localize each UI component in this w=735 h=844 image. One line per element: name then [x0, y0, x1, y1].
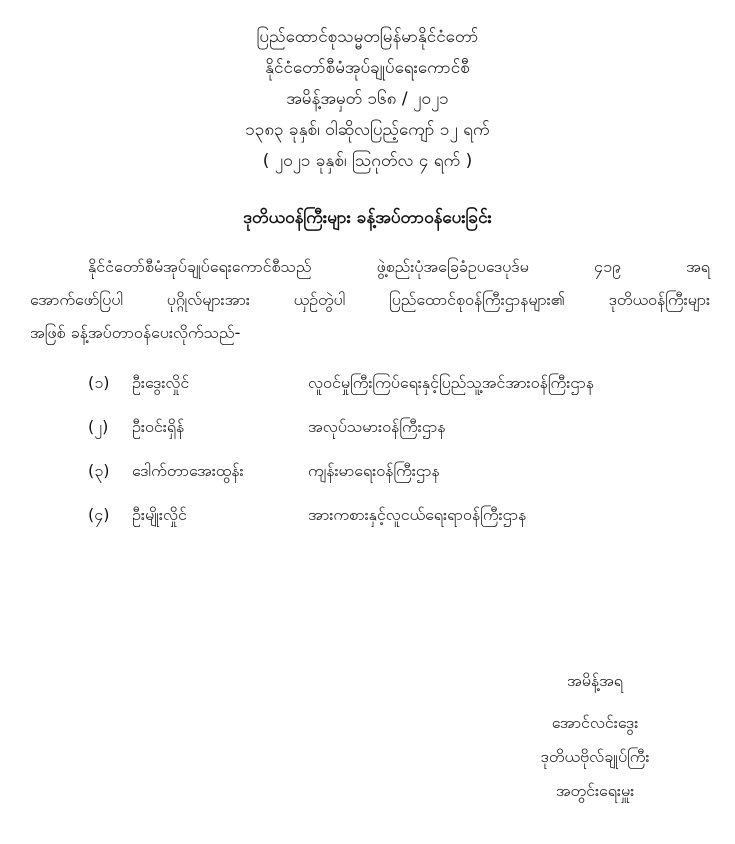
order-number: အမိန့်အမှတ် ၁၆၈ / ၂၀၂၁: [286, 89, 449, 109]
appointee-name: ဦးဒွေးလှိုင်: [132, 373, 190, 392]
issuing-council: နိုင်ငံတော်စီမံအုပ်ချုပ်ရေးကောင်စီ: [265, 58, 470, 78]
appointment-row: [88, 368, 718, 412]
ministry-name: လူဝင်မှုကြီးကြပ်ရေးနှင့်ပြည်သူ့အင်အားဝန်ကြီးဌာန: [308, 373, 594, 392]
appointment-number: (၄): [88, 505, 110, 524]
myanmar-date: ၁၃၈၃ ခုနှစ်၊ ဝါဆိုလပြည့်ကျော် ၁၂ ရက်: [245, 120, 490, 140]
signature-block: [495, 664, 695, 808]
document-header: [0, 22, 735, 177]
appointment-row: [88, 500, 718, 544]
order-title: ဒုတိယဝန်ကြီးများ ခန့်အပ်တာဝန်ပေးခြင်း: [243, 208, 492, 228]
ministry-name: အလုပ်သမားဝန်ကြီးဌာန: [308, 417, 446, 436]
appointment-number: (၁): [88, 373, 110, 392]
ministry-name: ကျန်းမာရေးဝန်ကြီးဌာန: [308, 461, 440, 480]
order-body: [30, 250, 710, 349]
appointee-name: ဦးဝင်းရှိန်: [132, 417, 185, 436]
body-line-2: အောက်ဖော်ပြပါ ပုဂ္ဂိုလ်များအား ယှဉ်တွဲပါ ပြည်ထောင်စုဝန်ကြီးဌာနများ၏ ဒုတိယဝန်ကြီးများ: [30, 290, 710, 309]
signatory-name: အောင်လင်းဒွေး: [551, 713, 639, 732]
appointment-row: [88, 412, 718, 456]
body-line-3: အဖြစ် ခန့်အပ်တာဝန်ပေးလိုက်သည်-: [30, 323, 241, 342]
ministry-name: အားကစားနှင့်လူငယ်ရေးရာဝန်ကြီးဌာန: [308, 505, 527, 524]
appointment-number: (၃): [88, 461, 110, 480]
by-order-label: အမိန့်အရ: [567, 671, 623, 690]
appointee-name: ဒေါက်တာအေးထွန်း: [132, 461, 244, 480]
appointment-number: (၂): [88, 417, 109, 436]
appointment-list: [88, 368, 718, 544]
country-name: ပြည်ထောင်စုသမ္မတမြန်မာနိုင်ငံတော်: [256, 27, 479, 47]
signatory-rank: ဒုတိယဗိုလ်ချုပ်ကြီး: [540, 747, 650, 766]
gregorian-date: ( ၂၀၂၁ ခုနှစ်၊ ဩဂုတ်လ ၄ ရက် ): [262, 151, 473, 171]
body-line-1: နိုင်ငံတော်စီမံအုပ်ချုပ်ရေးကောင်စီသည် ဖွဲ့စည်းပုံအခြေခံဥပဒေပုဒ်မ ၄၁၉ အရ: [88, 257, 710, 276]
appointment-row: [88, 456, 718, 500]
appointee-name: ဦးမျိုးလှိုင်: [132, 505, 187, 524]
signatory-position: အတွင်းရေးမှူး: [555, 781, 635, 800]
